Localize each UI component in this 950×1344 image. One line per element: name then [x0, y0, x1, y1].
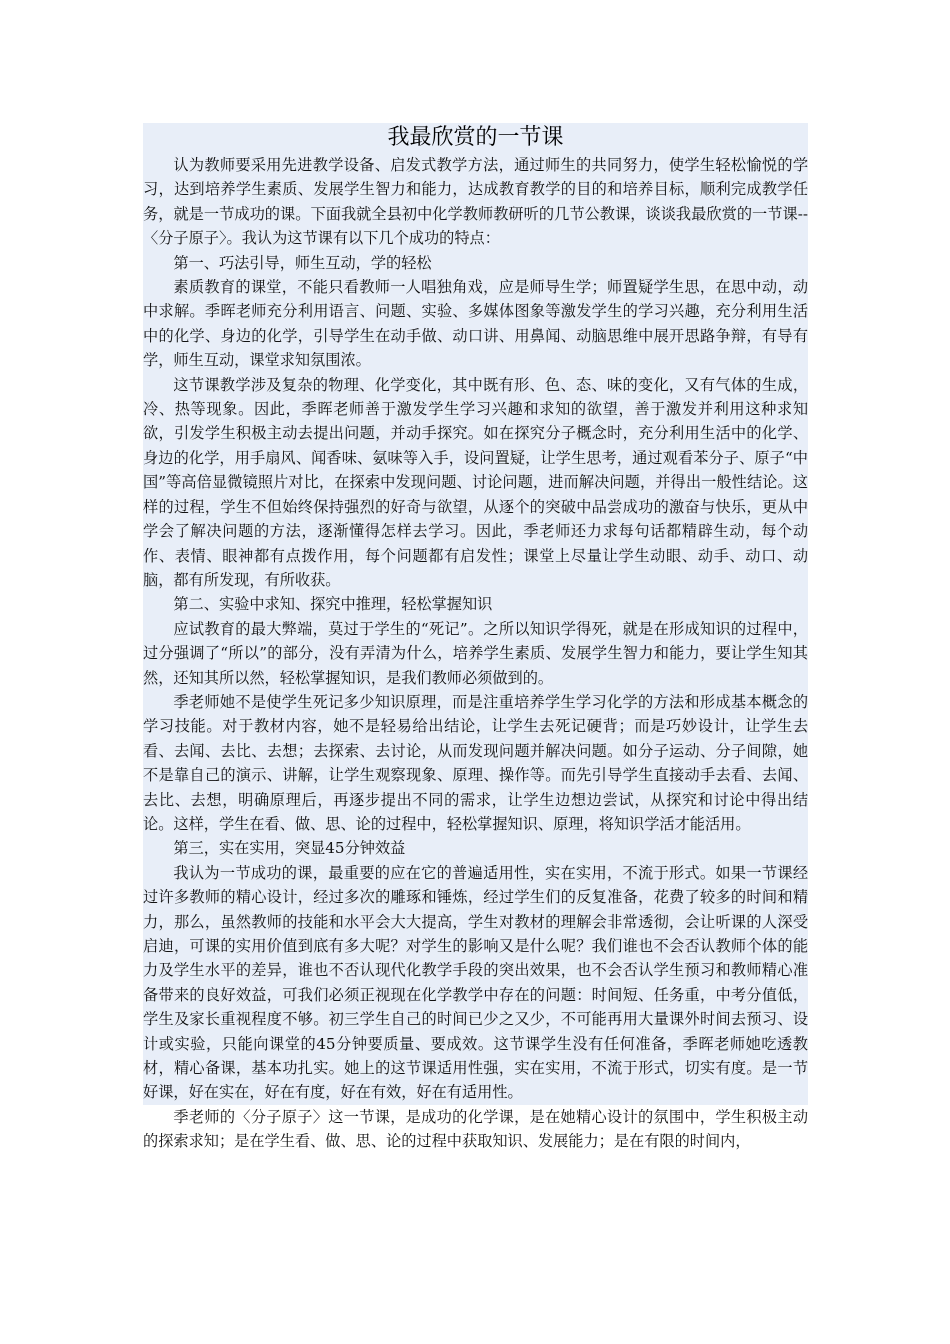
section-heading-1: 第一、巧法引导，师生互动，学的轻松 — [173, 253, 432, 272]
closing-paragraph: 季老师的〈分子原子〉这一节课，是成功的化学课，是在她精心设计的氛围中，学生积极主动的探索求知；是在学生看、做、思、论的过程中获取知识、发展能力；是在有限的时间内， — [143, 1105, 808, 1154]
section-2-paragraph-1: 应试教育的最大弊端，莫过于学生的“死记”。之所以知识学得死，就是在形成知识的过程中，过分强调了“所以”的部分，没有弄清为什么，培养学生素质、发展学生智力和能力，要让学生知其然，还知其所以然，轻松掌握知识，是我们教师必须做到的。 — [143, 619, 808, 687]
section-heading-3: 第三，实在实用，突显45分钟效益 — [173, 839, 406, 858]
document-title: 我最欣赏的一节课 — [387, 125, 564, 150]
section-heading-2: 第二、实验中求知、探究中推理，轻松掌握知识 — [173, 595, 493, 614]
intro-paragraph: 认为教师要采用先进教学设备、启发式教学方法，通过师生的共同努力，使学生轻松愉悦的学习，达到培养学生素质、发展学生智力和能力，达成教育教学的目的和培养目标，顺利完成教学任务，就是一节成功的课。下面我就全县初中化学教师教研听的几节公教课，谈谈我最欣赏的一节课--〈分子原子〉。我认为这节课有以下几个成功的特点： — [143, 156, 808, 248]
section-1-paragraph-1: 素质教育的课堂，不能只看教师一人唱独角戏，应是师导生学；师置疑学生思，在思中动，动中求解。季晖老师充分利用语言、问题、实验、多媒体图象等激发学生的学习兴趣，充分利用生活中的化学、身边的化学，引导学生在动手做、动口讲、用鼻闻、动脑思维中展开思路争辩，有导有学，师生互动，课堂求知氛围浓。 — [143, 278, 808, 370]
section-2-paragraph-2: 季老师她不是使学生死记多少知识原理，而是注重培养学生学习化学的方法和形成基本概念的学习技能。对于教材内容，她不是轻易给出结论，让学生去死记硬背；而是巧妙设计，让学生去看、去闻、去比、去想；去探索、去讨论，从而发现问题并解决问题。如分子运动、分子间隙，她不是靠自己的演示、讲解，让学生观察现象、原理、操作等。而先引导学生直接动手去看、去闻、去比、去想，明确原理后，再逐步提出不同的需求，让学生边想边尝试，从探究和讨论中得出结论。这样，学生在看、做、思、论的过程中，轻松掌握知识、原理，将知识学活才能活用。 — [143, 692, 808, 833]
section-3-paragraph-1: 我认为一节成功的课，最重要的应在它的普遍适用性，实在实用，不流于形式。如果一节课经过许多教师的精心设计，经过多次的雕琢和锤炼，经过学生们的反复准备，花费了较多的时间和精力，那么，虽然教师的技能和水平会大大提高，学生对教材的理解会非常透彻，会让听课的人深受启迪，可课的实用价值到底有多大呢？对学生的影响又是什么呢？我们谁也不会否认教师个体的能力及学生水平的差异，谁也不否认现代化教学手段的突出效果，也不会否认学生预习和教师精心准备带来的良好效益，可我们必须正视现在化学教学中存在的问题：时间短、任务重，中考分值低，学生及家长重视程度不够。初三学生自己的时间已少之又少，不可能再用大量课外时间去预习、设计或实验，只能向课堂的45分钟要质量、要成效。这节课学生没有任何准备，季晖老师她吃透教材，精心备课，基本功扎实。她上的这节课适用性强，实在实用，不流于形式，切实有度。是一节好课，好在实在，好在有度，好在有效，好在有适用性。 — [143, 863, 808, 1102]
section-1-paragraph-2: 这节课教学涉及复杂的物理、化学变化，其中既有形、色、态、味的变化，又有气体的生成，冷、热等现象。因此，季晖老师善于激发学生学习兴趣和求知的欲望，善于激发并利用这种求知欲，引发学生积极主动去提出问题，并动手探究。如在探究分子概念时，充分利用生活中的化学、身边的化学，用手扇风、闻香味、氨味等入手，设问置疑，让学生思考，通过观看苯分子、原子“中国”等高倍显微镜照片对比，在探索中发现问题、讨论问题，进而解决问题，并得出一般性结论。这样的过程，学生不但始终保持强烈的好奇与欲望，从逐个的突破中品尝成功的激奋与快乐，更从中学会了解决问题的方法，逐渐懂得怎样去学习。因此，季老师还力求每句话都精辟生动，每个动作、表情、眼神都有点拨作用，每个问题都有启发性；课堂上尽量让学生动眼、动手、动口、动脑，都有所发现，有所收获。 — [143, 375, 808, 589]
document-body — [143, 123, 808, 1154]
